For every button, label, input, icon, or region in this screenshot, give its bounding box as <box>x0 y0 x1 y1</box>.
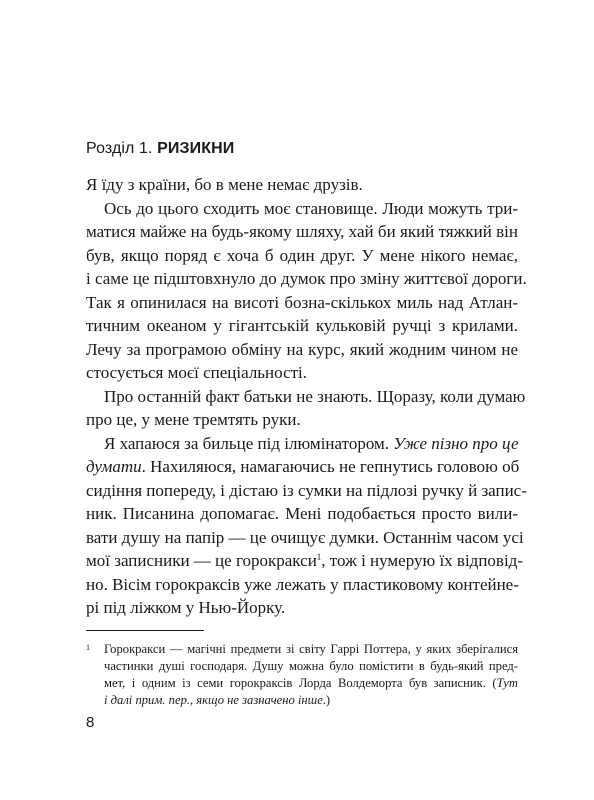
chapter-title: РИЗИКНИ <box>157 140 235 157</box>
footnote-text-span: .) <box>322 693 331 707</box>
body-line: Ось до цього сходить моє становище. Люди можуть три- <box>104 198 518 218</box>
footnote-body <box>104 641 518 709</box>
italic-text: Уже пізно про це <box>393 433 519 453</box>
body-text-span: мої записники — це горокракси <box>86 551 317 570</box>
body-text-span: . Нахиляюся, намагаючись не гепнутись головою об <box>141 457 520 476</box>
body-line: стосується моєї спеціальності. <box>86 363 308 382</box>
body-line: про це, у мене тремтять руки. <box>86 410 301 429</box>
body-line: був, якщо поряд є хоча б один друг. У мене нікого немає, <box>86 245 518 265</box>
body-line: Лечу за програмою обміну на курс, який жодним чином не <box>86 339 518 359</box>
body-line: рі під ліжком у Нью-Йорку. <box>86 598 286 617</box>
italic-text: Тут <box>496 676 518 690</box>
italic-text: і далі прим. пер., якщо не зазначено інше <box>104 693 323 707</box>
body-line: ник. Писанина допомагає. Мені подобається просто вили- <box>86 504 518 523</box>
body-line: і саме це підштовхнуло до думок про зміну життєвої дороги. <box>86 269 527 288</box>
body-line <box>86 549 523 573</box>
italic-text: думати <box>86 457 142 476</box>
footnote-reference: 1 <box>316 552 322 562</box>
footnote-line: частинки душі господаря. Душу можна було помістити в будь-який пред- <box>104 659 518 673</box>
body-line: тичним океаном у гігантській кульковій ручці з крилами. <box>86 316 518 335</box>
body-line: Так я опинилася на висоті бозна-скількох миль над Атлан- <box>86 292 518 312</box>
body-line: сидіння попереду, і дістаю із сумки на підлозі ручку й запис- <box>86 480 527 500</box>
chapter-heading <box>86 140 234 158</box>
footnote-line <box>104 675 518 692</box>
footnote-line: Горокракси — магічні предмети зі світу Гаррі Поттера, у яких зберігалися <box>104 642 518 656</box>
body-line: вати душу на папір — це очищує думки. Останнім часом усі <box>86 527 524 547</box>
footnote-divider <box>86 630 204 631</box>
footnote-marker: 1 <box>86 643 90 652</box>
body-line <box>86 432 518 456</box>
body-line: Я їду з країни, бо в мене немає друзів. <box>86 175 363 194</box>
footnote-line <box>104 692 518 709</box>
body-text <box>86 173 527 620</box>
footnote-text-span: мет, і одним із семи горокраксів Лорда Волдеморта був записник. ( <box>104 676 497 690</box>
chapter-prefix: Розділ 1. <box>86 140 158 157</box>
footnote <box>86 641 518 709</box>
body-line: матися майже на будь-якому шляху, хай би який тяжкий він <box>86 222 518 241</box>
body-text-span: , тож і нумерую їх відповід- <box>321 551 523 570</box>
body-line <box>86 455 518 479</box>
body-line: Про останній факт батьки не знають. Щоразу, коли думаю <box>104 386 526 406</box>
page-number: 8 <box>86 714 95 731</box>
body-text-span: Я хапаюся за бильце під ілюмінатором. <box>104 433 394 453</box>
body-line: но. Вісім горокраксів уже лежать у пластиковому контейне- <box>86 574 519 594</box>
